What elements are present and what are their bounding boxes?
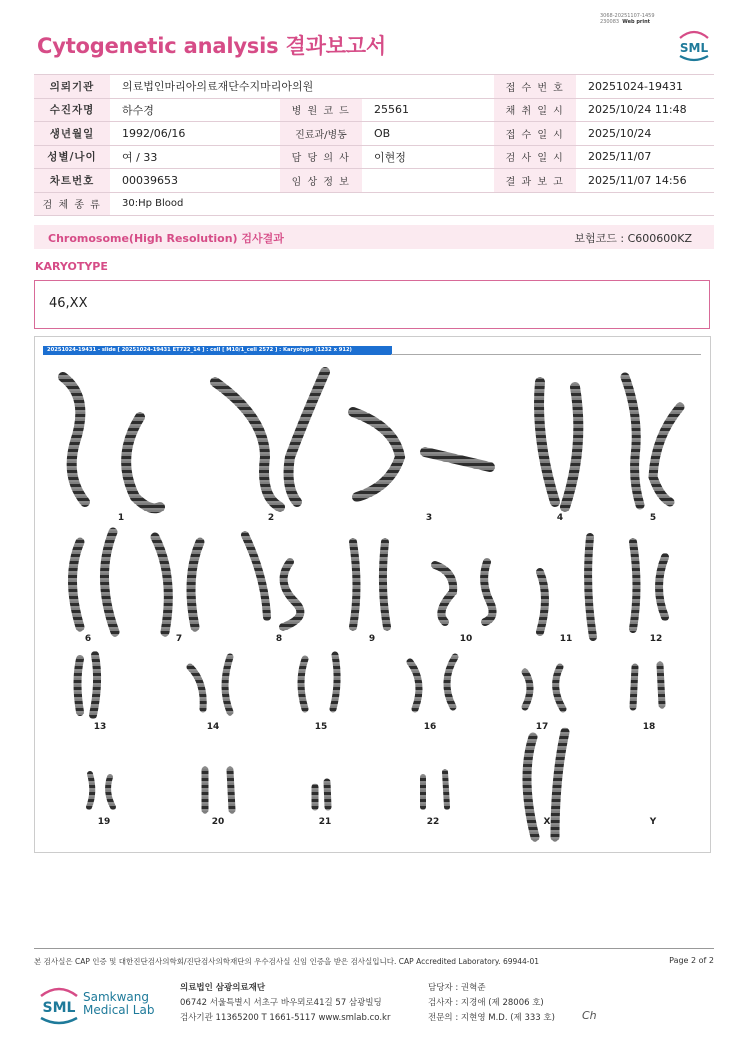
chromosome-6-a [73,542,81,627]
chromosome-2-a [215,382,280,507]
chromosome-label-y: Y [649,817,657,827]
collection-time-value: 2025/10/24 11:48 [576,98,714,122]
physician-value: 이현정 [362,145,494,169]
chromosome-2-b [289,372,325,502]
chromosome-label-10: 10 [459,634,473,644]
chromosome-x-b [555,732,565,837]
chromosome-10-a [435,565,453,622]
chromosome-12-b [659,557,665,617]
chromosome-label-11: 11 [559,634,573,644]
requesting-org-value: 의료법인마리아의료재단수지마리아의원 [110,75,494,99]
chromosome-19-a [89,774,92,807]
chromosome-9-a [353,542,357,627]
staff-tester: 검사자 : 지경애 (제 28006 호) [428,998,544,1008]
samkwang-logo [37,982,167,1028]
print-code-line1: 3068-20251107-1459 [600,13,655,19]
svg-text:SML: SML [42,1000,76,1016]
clinical-info-value [362,169,494,193]
logo-name-line1: Samkwang [83,990,149,1004]
chromosome-17-a [525,672,530,707]
patient-name-value: 하수경 [110,98,280,122]
specimen-label: 검 체 종 류 [34,192,110,216]
chromosome-16-b [447,657,455,707]
chromosome-21-b [327,782,328,807]
chromosome-4-a [539,382,555,502]
chromosome-15-a [301,659,305,709]
chromosome-label-19: 19 [97,817,111,827]
chromosome-10-b [484,562,492,622]
chromosome-18-a [633,667,635,707]
chromosome-5-b [653,407,680,502]
info-row [34,75,714,99]
receipt-date-value: 2025/10/24 [576,122,714,146]
company-address: 06742 서울특별시 서초구 바우뫼로41길 57 삼광빌딩 [180,998,382,1008]
karyogram-caption: 20251024-19431 - slide [ 20251024-19431 ET722_14 ] : cell [ M10/1_cell 2572 ] : Karyotype (1232 x 912) [43,346,392,355]
staff-specialist: 전문의 : 지현영 M.D. (제 333 호) [428,1013,555,1023]
clinical-info-label: 임 상 정 보 [280,169,362,193]
specimen-value: 30:Hp Blood [110,192,714,216]
report-time-value: 2025/11/07 14:56 [576,169,714,193]
sml-logo-icon [674,26,714,64]
chromosome-label-6: 6 [84,634,92,644]
chromosome-label-18: 18 [642,722,656,732]
karyogram-chromosomes [35,337,710,852]
karyogram-image [34,336,711,853]
company-info [180,981,390,1026]
chromosome-label-15: 15 [314,722,328,732]
staff-manager: 담당자 : 권혁준 [428,983,486,993]
chromosome-5-a [625,377,640,505]
chromosome-7-b [191,542,200,627]
hospital-code-value: 25561 [362,98,494,122]
footer-divider [34,948,714,949]
chromosome-label-22: 22 [426,817,440,827]
patient-info-table [34,74,714,216]
staff-info [428,981,555,1026]
signature: Ch [582,1009,597,1022]
test-date-label: 검 사 일 시 [494,145,576,169]
chromosome-1-a [63,377,85,502]
chromosome-label-14: 14 [206,722,220,732]
chromosome-label-16: 16 [423,722,437,732]
sex-age-label: 성별/나이 [34,145,110,169]
chromosome-3-a [353,412,400,497]
info-row [34,122,714,146]
chromosome-label-1: 1 [117,513,125,523]
chromosome-6-b [104,532,115,632]
web-print-label: Web print [622,19,651,25]
collection-time-label: 채 취 일 시 [494,98,576,122]
chromosome-4-b [565,387,578,507]
chromosome-20-b [230,770,232,810]
karyotype-label: KARYOTYPE [35,260,108,273]
chromosome-3-b [425,452,490,467]
chromosome-label-2: 2 [267,513,275,523]
patient-name-label: 수진자명 [34,98,110,122]
chromosome-19-b [108,777,113,807]
chromosome-11-b [588,537,593,637]
chromosome-14-b [225,657,230,712]
accession-no-label: 접 수 번 호 [494,75,576,99]
chromosome-7-a [155,537,168,632]
print-code [600,13,660,25]
chromosome-label-12: 12 [649,634,663,644]
chromosome-label-8: 8 [275,634,283,644]
chromosome-label-13: 13 [93,722,107,732]
chromosome-22-b [445,772,447,807]
chromosome-label-3: 3 [425,513,433,523]
chromosome-13-a [78,659,81,712]
chromosome-label-7: 7 [175,634,183,644]
result-section-header [34,225,714,249]
karyotype-value: 46,XX [49,296,88,311]
chromosome-9-b [383,542,387,627]
department-label: 진료과/병동 [280,122,362,146]
department-value: OB [362,122,494,146]
logo-name-line2: Medical Lab [83,1003,155,1017]
sml-footer-logo-icon [37,982,81,1028]
chromosome-label-20: 20 [211,817,225,827]
chromosome-13-b [93,655,97,715]
print-code-line2: 230083 [600,19,620,25]
info-row [34,145,714,169]
info-row [34,98,714,122]
svg-text:SML: SML [679,41,709,55]
insurance-code: 보험코드 : C600600KZ [574,232,692,245]
accreditation-note: 본 검사실은 CAP 인증 및 대한진단검사의학회/진단검사의학재단의 우수검사실 신임 인증을 받은 검사실입니다. CAP Accredited Laboratory. 69944-01 [34,957,540,966]
hospital-code-label: 병 원 코 드 [280,98,362,122]
birthdate-value: 1992/06/16 [110,122,280,146]
sex-age-value: 여 / 33 [110,145,280,169]
chromosome-18-b [660,665,662,705]
chromosome-16-a [410,662,419,709]
report-time-label: 결 과 보 고 [494,169,576,193]
chromosome-label-9: 9 [368,634,376,644]
receipt-date-label: 접 수 일 시 [494,122,576,146]
birthdate-label: 생년월일 [34,122,110,146]
company-contact: 검사기관 11365200 T 1661-5117 www.smlab.co.kr [180,1013,391,1023]
chromosome-11-a [540,572,545,632]
requesting-org-label: 의뢰기관 [34,75,110,99]
chromosome-x-a [527,737,535,837]
company-name: 의료법인 삼광의료재단 [180,983,266,993]
result-section-title: Chromosome(High Resolution) 검사결과 [48,232,284,245]
chromosome-14-a [190,667,203,709]
physician-label: 담 당 의 사 [280,145,362,169]
info-row [34,169,714,193]
accession-no-value: 20251024-19431 [576,75,714,99]
report-title: Cytogenetic analysis 결과보고서 [37,34,386,58]
page-number: Page 2 of 2 [669,956,714,965]
test-date-value: 2025/11/07 [576,145,714,169]
chart-no-value: 00039653 [110,169,280,193]
chromosome-17-b [556,667,563,709]
chromosome-label-17: 17 [535,722,549,732]
chromosome-label-21: 21 [318,817,332,827]
chart-no-label: 차트번호 [34,169,110,193]
chromosome-1-b [126,417,160,508]
chromosome-label-x: X [543,817,551,827]
chromosome-8-b [283,562,300,627]
chromosome-8-a [245,535,267,617]
chromosome-label-4: 4 [556,513,564,523]
karyotype-result-box [34,280,710,329]
chromosome-12-a [633,542,637,629]
chromosome-15-b [333,655,337,709]
chromosome-label-5: 5 [649,513,657,523]
info-row [34,192,714,216]
